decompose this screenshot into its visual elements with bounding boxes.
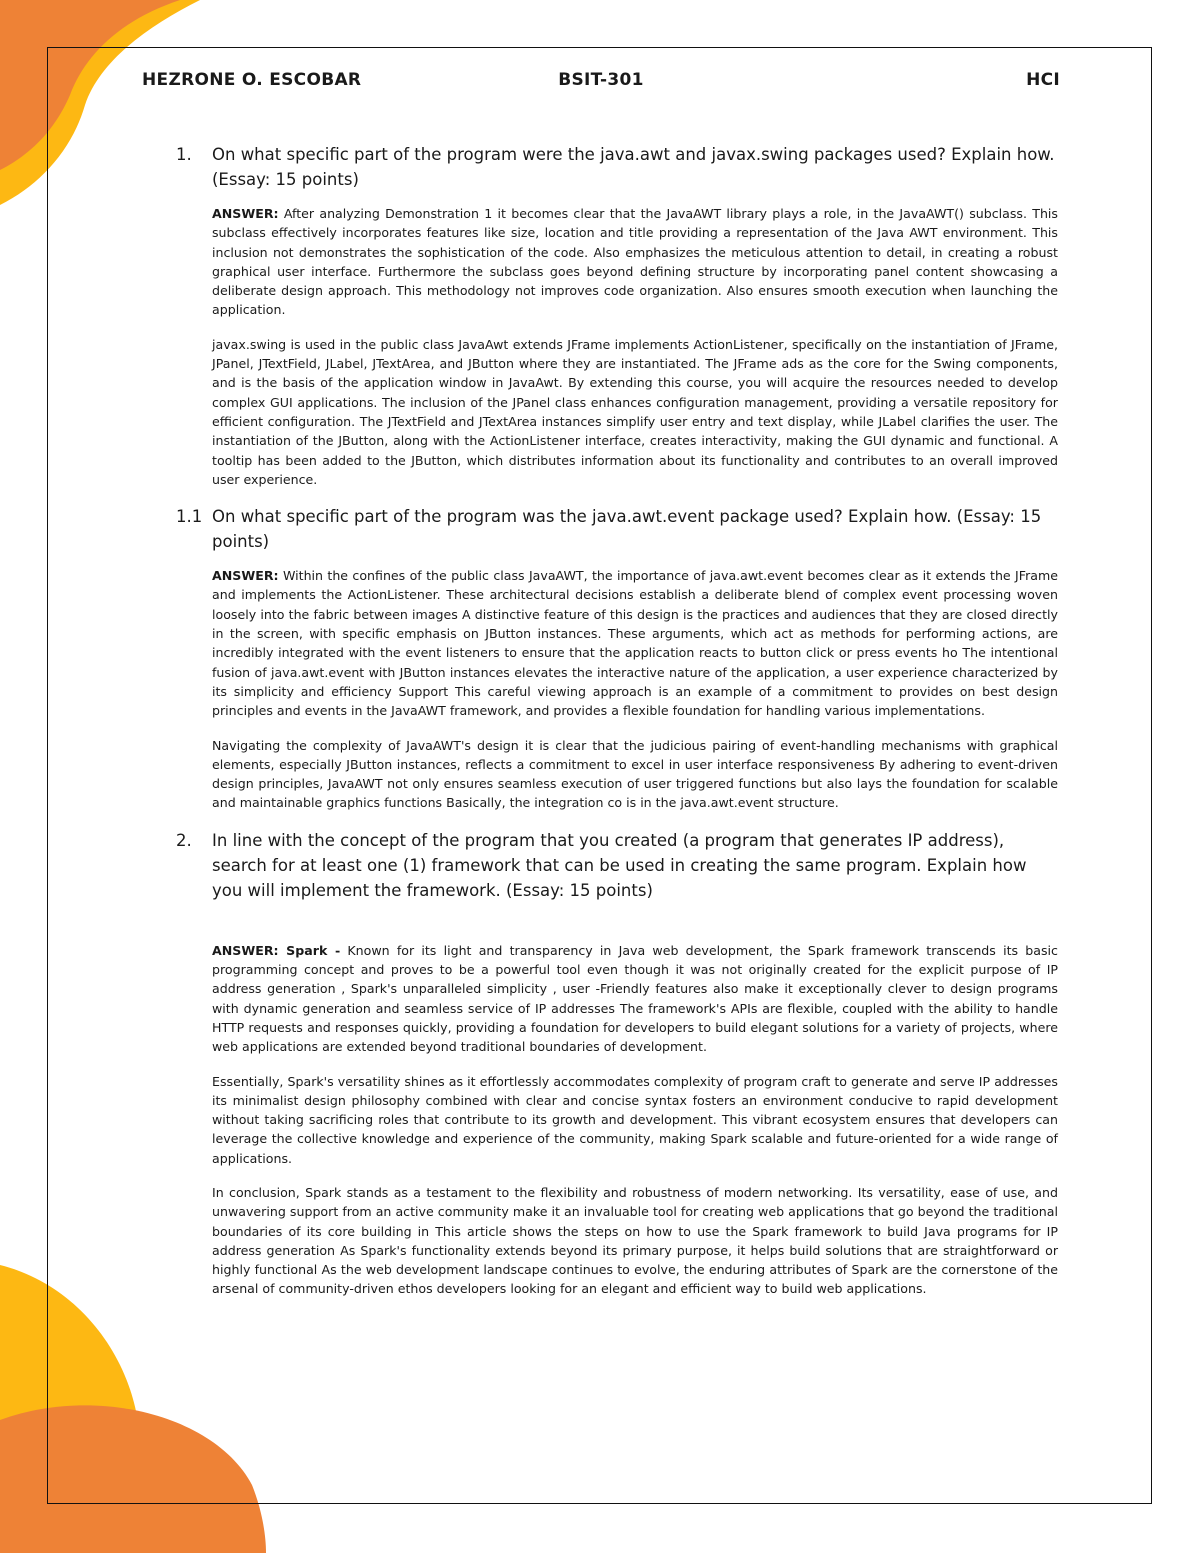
answer-paragraph	[212, 204, 1058, 320]
question-2	[176, 828, 1058, 903]
answer-text: In conclusion, Spark stands as a testament to the flexibility and robustness of modern networking. Its versatility, ease of use, and unwavering support from an active community make it an invaluable tool for creating web applications that go beyond the traditional boundaries of its core building in This article shows the steps on how to use the Spark framework to build Java programs for IP address generation As Spark's functionality extends beyond its primary purpose, it helps build solutions that are straightforward or highly functional As the web development landscape continues to evolve, the enduring attributes of Spark are the cornerstone of the arsenal of community-driven ethos developers looking for an elegant and efficient way to build web applications.	[212, 1184, 1058, 1297]
course-code: BSIT-301	[558, 70, 644, 90]
question-number: 1.1	[176, 507, 203, 527]
answer-paragraph	[212, 566, 1058, 720]
subject-code: HCI	[1026, 70, 1060, 90]
student-name: HEZRONE O. ESCOBAR	[142, 70, 362, 90]
answer-text: Within the confines of the public class JavaAWT, the importance of java.awt.event becomes clear as it extends the JFrame and implements the ActionListener. These architectural decisions establish a deliberate blend of complex event processing woven loosely into the fabric between images A distinctive feature of this design is the practices and audiences that they are closed directly in the screen, with specific emphasis on JButton instances. These arguments, which act as methods for performing actions, are incredibly integrated with the event listeners to ensure that the application reacts to button click or press events ho The intentional fusion of java.awt.event with JButton instances elevates the interactive nature of the application, a user experience characterized by its simplicity and efficiency Support This careful viewing approach is an example of a commitment to provides on best design principles and events in the JavaAWT framework, and provides a flexible foundation for handling various implementations.	[212, 568, 1058, 719]
answer-label: ANSWER:	[212, 568, 279, 584]
question-number: 1.	[176, 145, 192, 164]
question-text: On what specific part of the program was the java.awt.event package used? Explain how. (Essay: 15 points)	[212, 507, 1042, 552]
answer-text: javax.swing is used in the public class JavaAwt extends JFrame implements ActionListener, specifically on the instantiation of JFrame, JPanel, JTextField, JLabel, JTextArea, and JButton where they are instantiated. The JFrame ads as the core for the Swing components, and is the basis of the application window in JavaAwt. By extending this course, you will acquire the resources needed to develop complex GUI applications. The inclusion of the JPanel class enhances configuration management, providing a versatile repository for efficient configuration. The JTextField and JTextArea instances simplify user entry and text display, while JLabel clarifies the user. The instantiation of the JButton, along with the ActionListener interface, creates interactivity, making the GUI dynamic and functional. A tooltip has been added to the JButton, which distributes information about its functionality and contributes to an overall improved user experience.	[212, 336, 1058, 487]
question-text: In line with the concept of the program that you created (a program that generates IP address), search for at least one (1) framework that can be used in creating the same program. Explain how you will implement the framework. (Essay: 15 points)	[212, 830, 1027, 900]
answer-label: ANSWER:	[212, 206, 279, 221]
answer-text: After analyzing Demonstration 1 it becomes clear that the JavaAWT library plays a role, in the JavaAWT() subclass. This subclass effectively incorporates features like size, location and title providing a representation of the Java AWT environment. This inclusion not demonstrates the sophistication of the code. Also emphasizes the meticulous attention to detail, in creating a robust graphical user interface. Furthermore the subclass goes beyond defining structure by incorporating panel content showcasing a deliberate design approach. This methodology not improves code organization. Also ensures smooth execution when launching the application.	[212, 206, 1058, 318]
answer-paragraph	[212, 941, 1058, 1057]
question-number: 2.	[176, 830, 192, 850]
answer-paragraph	[212, 1072, 1058, 1168]
question-1	[176, 142, 1058, 192]
answer-label: ANSWER: Spark -	[212, 942, 341, 958]
answer-paragraph	[212, 1183, 1058, 1299]
answer-text: Essentially, Spark's versatility shines as it effortlessly accommodates complexity of program craft to generate and serve IP addresses its minimalist design philosophy combined with clear and concise syntax fosters an environment conducive to rapid development without taking sacrificing roles that contribute to its growth and development. This vibrant ecosystem ensures that developers can leverage the collective knowledge and experience of the community, making Spark scalable and future-oriented for a wide range of applications.	[212, 1073, 1058, 1166]
question-1-1	[176, 504, 1058, 554]
question-text: On what specific part of the program were the java.awt and javax.swing packages used? Explain how. (Essay: 15 points)	[212, 145, 1055, 189]
answer-paragraph	[212, 335, 1058, 489]
document-body	[176, 142, 1058, 1314]
answer-text: Known for its light and transparency in Java web development, the Spark framework transcends its basic programming concept and proves to be a powerful tool even though it was not originally created for the explicit purpose of IP address generation , Spark's unparalleled simplicity , user -Friendly features also make it exceptionally clever to design programs with dynamic generation and seamless service of IP addresses The framework's APIs are flexible, coupled with the ability to handle HTTP requests and responses quickly, providing a foundation for developers to build elegant solutions for a variety of projects, where web applications are extended beyond traditional boundaries of development.	[212, 942, 1058, 1055]
page-header	[142, 70, 1060, 94]
answer-text: Navigating the complexity of JavaAWT's design it is clear that the judicious pairing of event-handling mechanisms with graphical elements, especially JButton instances, reflects a commitment to excel in user interface responsiveness By adhering to event-driven design principles, JavaAWT not only ensures seamless execution of user triggered functions but also lays the foundation for scalable and maintainable graphics functions Basically, the integration co is in the java.awt.event structure.	[212, 737, 1058, 811]
answer-paragraph	[212, 736, 1058, 813]
